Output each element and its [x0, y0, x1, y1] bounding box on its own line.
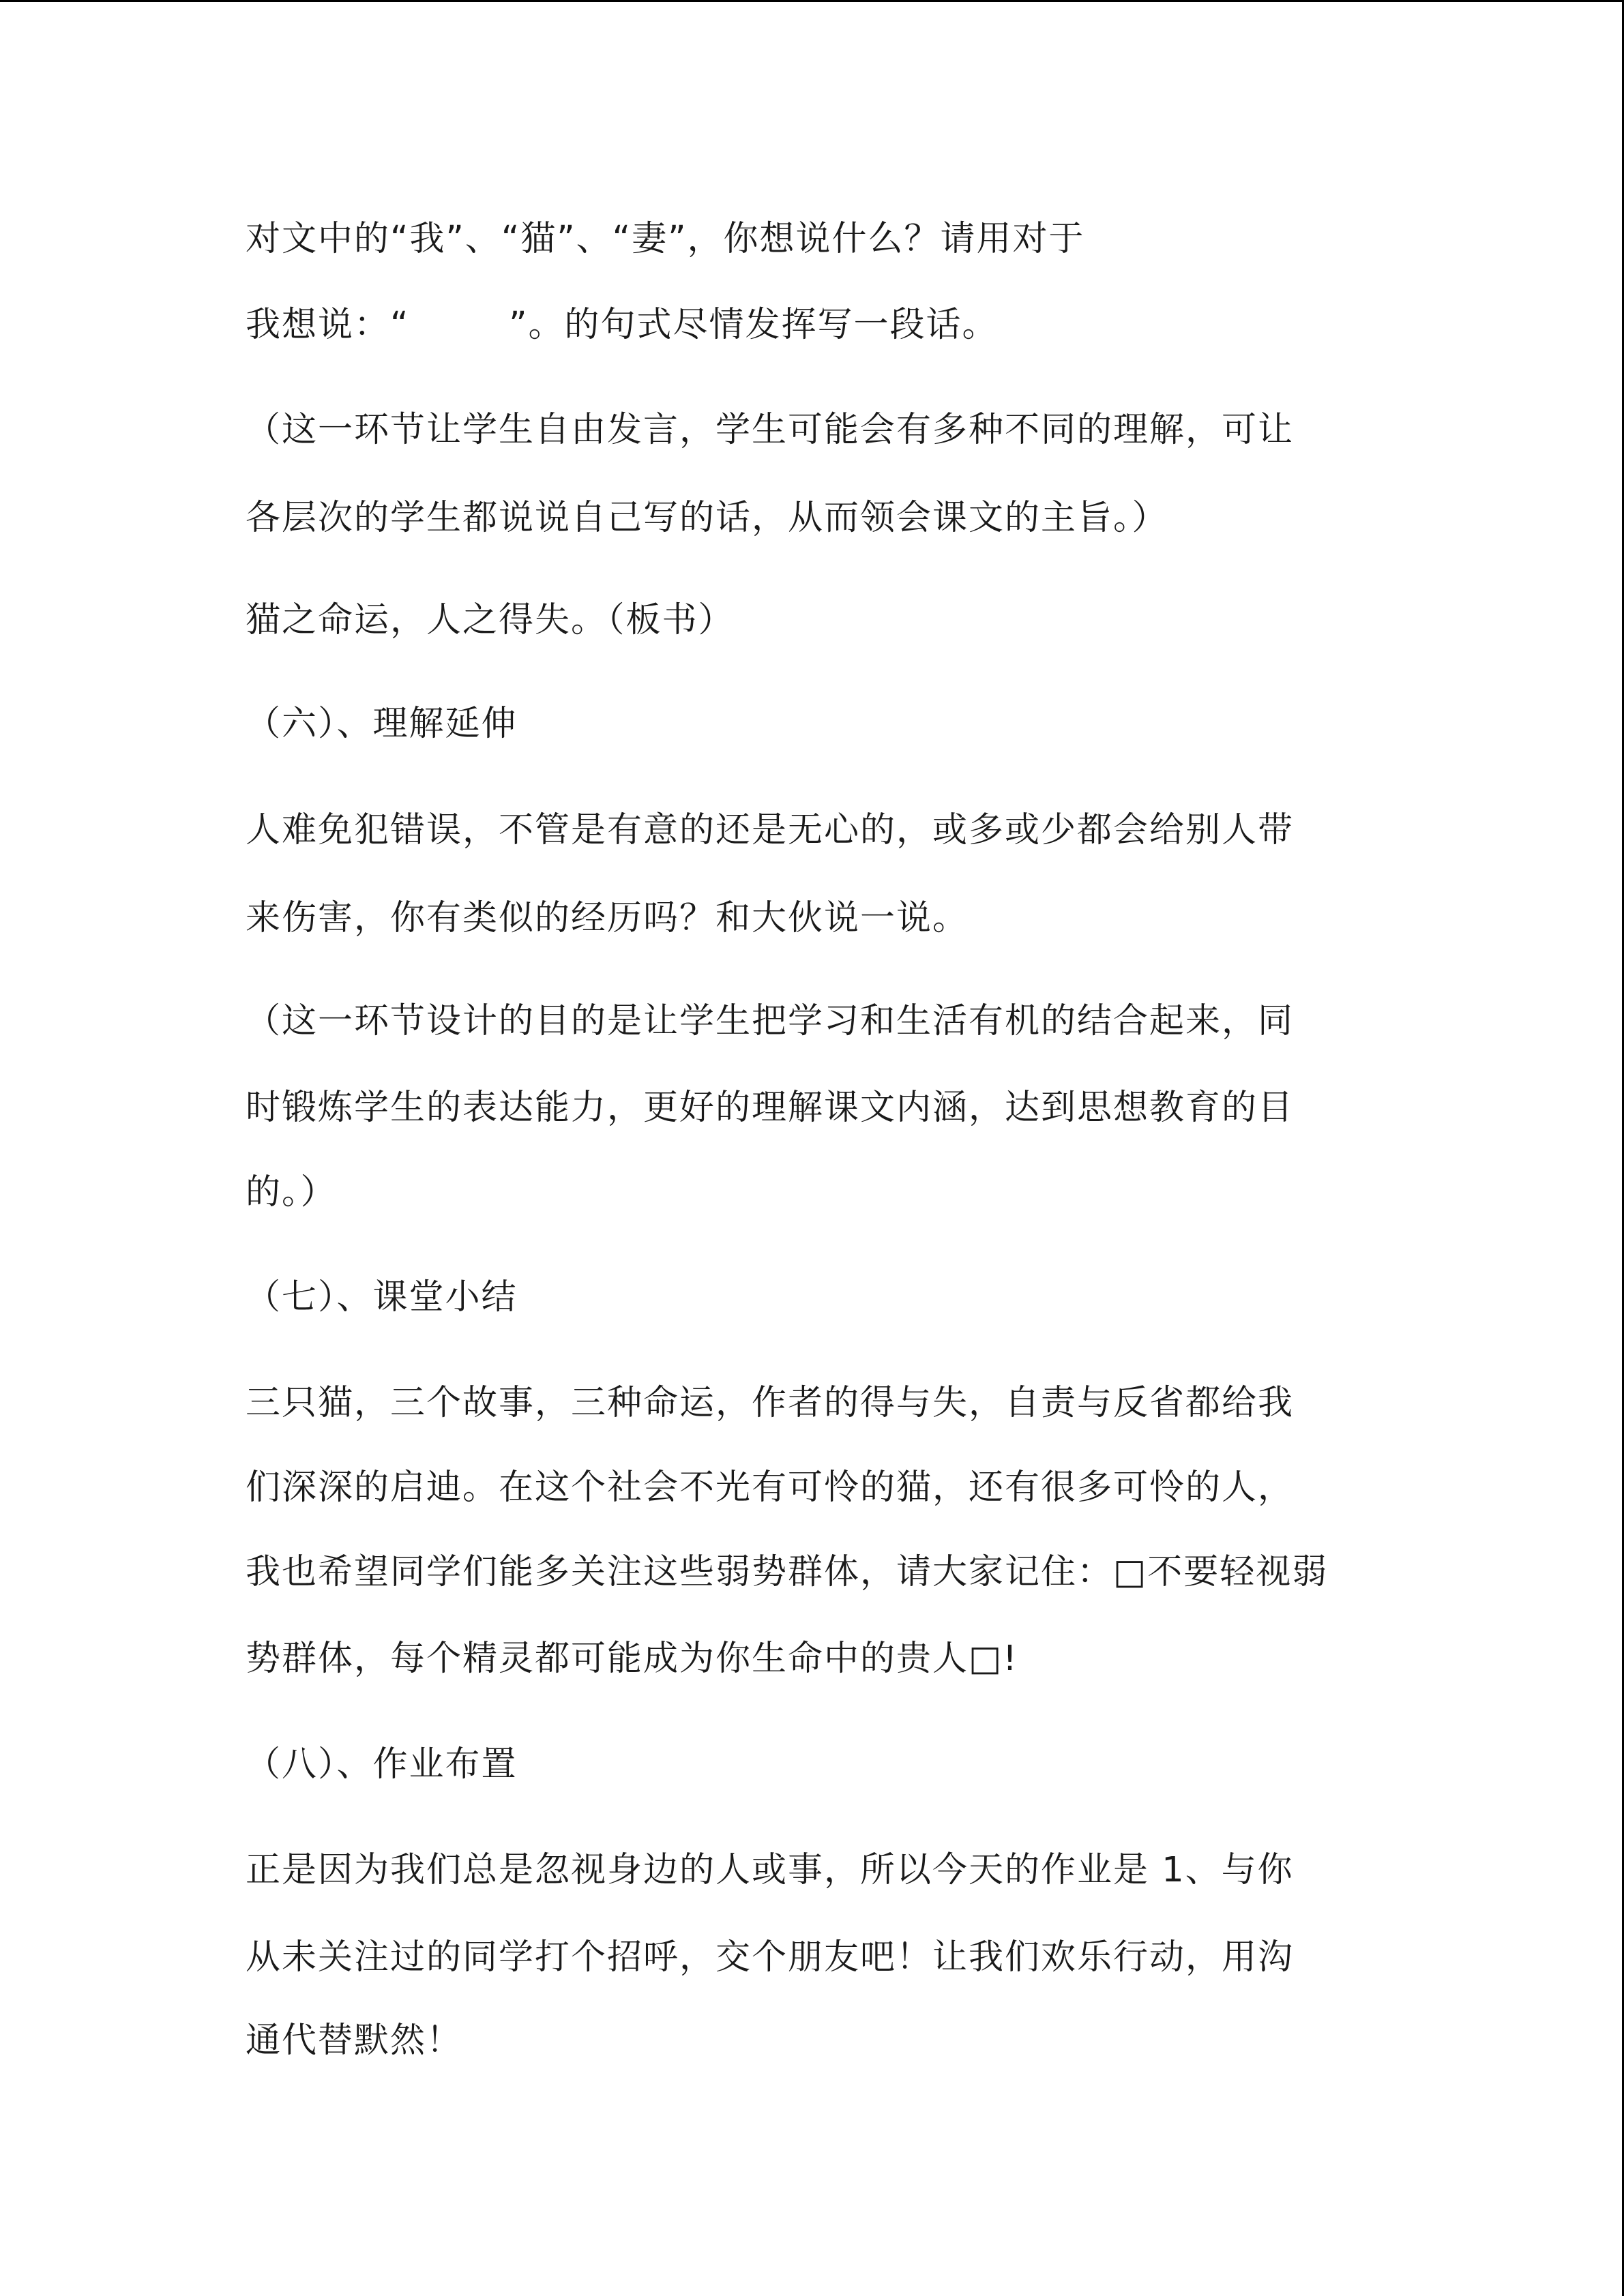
section-heading: （八）、作业布置	[246, 1744, 518, 1785]
section-heading: （七）、课堂小结	[246, 1277, 518, 1317]
paragraph-line: 的。）	[246, 1172, 337, 1212]
paragraph-line: 三只猫，三个故事，三种命运，作者的得与失，自责与反省都给我	[246, 1383, 1295, 1423]
paragraph-line: 势群体，每个精灵都可能成为你生命中的贵人□!	[246, 1639, 1018, 1679]
paragraph-line: 通代替默然！	[246, 2021, 463, 2061]
paragraph-line: （这一环节让学生自由发言，学生可能会有多种不同的理解，可让	[246, 410, 1295, 450]
paragraph-line: （这一环节设计的目的是让学生把学习和生活有机的结合起来，同	[246, 1001, 1295, 1041]
paragraph-line: 我想说：“ ”。的句式尽情发挥写一段话。	[246, 305, 999, 345]
paragraph-line: 我也希望同学们能多关注这些弱势群体，请大家记住：□不要轻视弱	[246, 1552, 1329, 1592]
paragraph-line: 们深深的启迪。在这个社会不光有可怜的猫，还有很多可怜的人，	[246, 1467, 1295, 1508]
paragraph-line: 猫之命运，人之得失。（板书）	[246, 600, 735, 640]
paragraph-line: 对文中的“我”、“猫”、“妻”，你想说什么？请用对于	[246, 219, 1085, 259]
paragraph-line: 各层次的学生都说说自己写的话，从而领会课文的主旨。）	[246, 498, 1168, 538]
paragraph-line: 来伤害，你有类似的经历吗？和大伙说一说。	[246, 898, 969, 938]
paragraph-line: 从未关注过的同学打个招呼，交个朋友吧！让我们欢乐行动，用沟	[246, 1937, 1295, 1978]
paragraph-line: 时锻炼学生的表达能力，更好的理解课文内涵，达到思想教育的目	[246, 1088, 1295, 1128]
paragraph-line: 正是因为我们总是忽视身边的人或事，所以今天的作业是 1、与你	[246, 1850, 1294, 1890]
section-heading: （六）、理解延伸	[246, 704, 518, 744]
page-top-border	[0, 0, 1624, 2]
paragraph-line: 人难免犯错误，不管是有意的还是无心的，或多或少都会给别人带	[246, 810, 1295, 850]
